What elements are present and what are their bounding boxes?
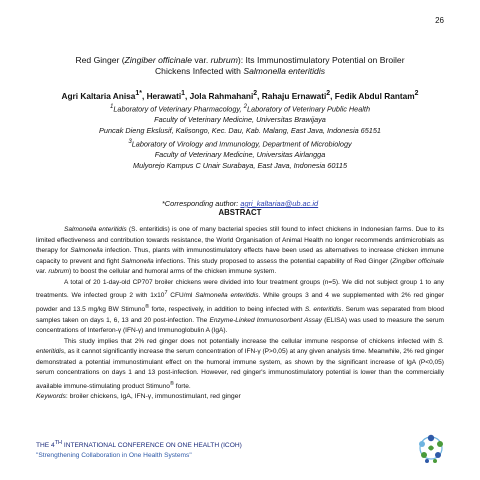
- keywords-label: Keywords: [36, 393, 66, 400]
- author: Fedik Abdul Rantam: [334, 90, 415, 101]
- author: Rahaju Ernawati: [261, 90, 327, 101]
- conference-footer: THE 4TH INTERNATIONAL CONFERENCE ON ONE HEALTH (ICOH) "Strengthening Collaboration in One Health Systems": [36, 440, 242, 459]
- abstract-paragraph: A total of 20 1-day-old CP707 broiler chickens were divided into four treatment groups (n=5). We did not subject group 1 to any treatments. We infected group 2 with $1x10^7$ CFU/ml Salmonella enteritidis. While groups 3 and 4 we supplemented with 2% red ginger powder and 13.5 mg/kg BW Stimuno® forte, respectively, in addition to being infected with S. enteritidis. Serum was separated from blood samples taken on days 1, 6, 13 and 20 post-infection. The Enzyme-Linked Immunosorbent Assay (ELISA) was used to measure the serum concentrations of Interferon-γ (IFN-γ) and Immunoglobulin A (IgA).: [36, 278, 445, 335]
- author: Agri Kaltaria Anisa: [61, 90, 136, 101]
- abstract-paragraph: Salmonella enteritidis (S. enteritidis) is one of many bacterial species still found to infect chickens in Indonesian farms. Due to its limited effectiveness and contribution towards resistance, the World Organisation of Animal Health no longer recommends antimicrobials as therapy for Salmonella infection. Thus, plants with immunostimulatory effects have been used as alternatives to increase chicken immune capacity to prevent and fight Salmonella infections. This study proposed to assess the potential capability of Red Ginger (Zingiber officinale var. rubrum) to boost the cellular and humoral arms of the chicken immune system.: [36, 226, 444, 276]
- author-list: Agri Kaltaria Anisa$^{1*}$, Herawati$^1$, Jola Rahmahani$^2$, Rahaju Ernawati$^2$, Fedik Abdul Rantam$^2$: [61, 90, 419, 101]
- abstract-paragraph: This study implies that 2% red ginger does not potentially increase the cellular immune response of chickens infected with S. enteritidis, as it cannot significantly increase the serum concentration of IFN-γ (P>0,05) at any given analysis time. Meanwhile, 2% red ginger demonstrated a potential immunostimulant effect on the humoral immune system, as shown by the significant increase of IgA (P<0,05) serum concentrations on days 1 and 13 post-infection. However, red ginger's immunostimulatory potential is lower than the commercially available immune-stimulating product Stimuno® forte.: [36, 337, 444, 391]
- author: Jola Rahmahani: [189, 90, 254, 101]
- abstract-body: [36, 225, 444, 393]
- affiliations: $^1$Laboratory of Veterinary Pharmacology, $^2$Laboratory of Veterinary Public Health Faculty of Veterinary Medicine, Universitas Brawijaya Puncak Dieng Ekslusif, Kalisongo, Kec. Dau, Kab. Malang, East Java, Indonesia 65151 $^3$Laboratory of Virology and Immunology, Department of Microbiology Faculty of Veterinary Medicine, Universitas Airlangga Mulyorejo Kampus C Unair Surabaya, East Java, Indonesia 60115: [99, 103, 381, 171]
- paper-title: Red Ginger (Zingiber officinale var. rubrum): Its Immunostimulatory Potential on Broiler Chickens Infected with Salmonella enteritidis: [75, 55, 405, 76]
- corresponding-author: *Corresponding author: agri_kaltariaa@ub.ac.id: [161, 199, 319, 208]
- abstract-heading: ABSTRACT: [218, 208, 262, 217]
- page-number: 26: [435, 16, 444, 25]
- keywords: [36, 393, 444, 400]
- keywords-text: : broiler chickens, IgA, IFN-γ, immunostimulant, red ginger: [65, 393, 241, 400]
- one-health-logo-icon: [415, 430, 447, 466]
- author-email-link[interactable]: agri_kaltariaa@ub.ac.id: [240, 199, 319, 208]
- author: Herawati: [146, 90, 182, 101]
